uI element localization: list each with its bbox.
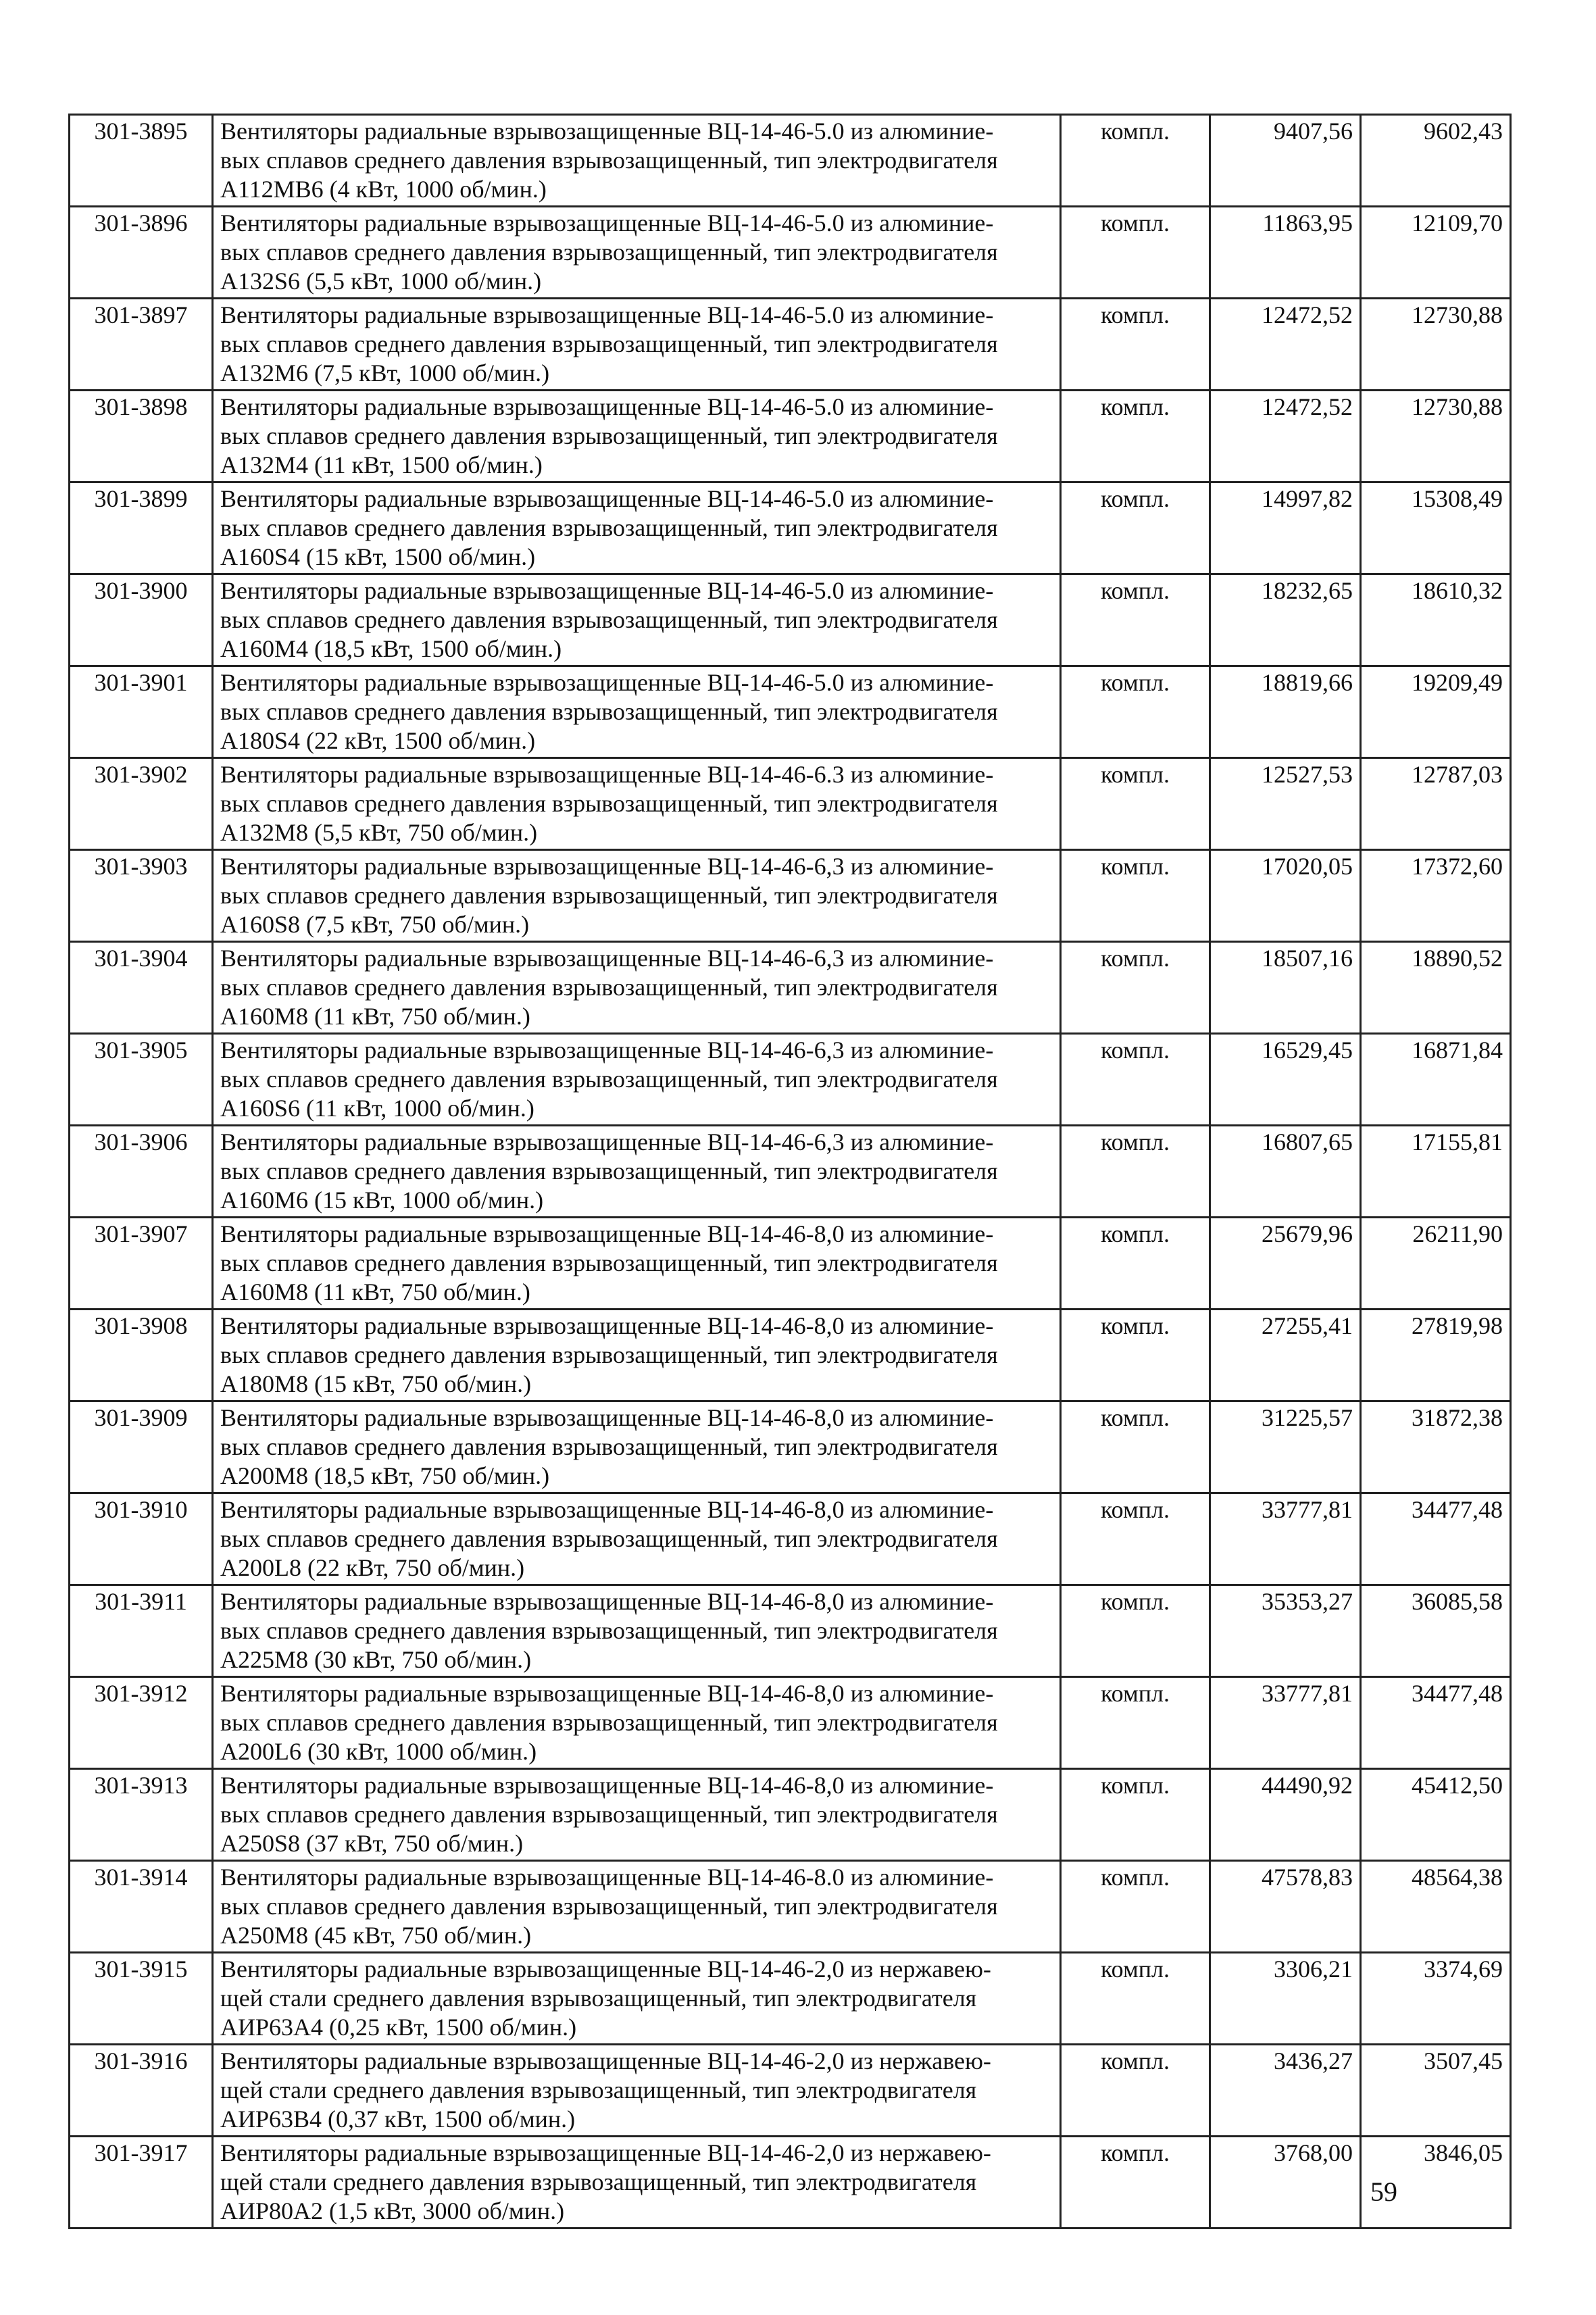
table-row [70, 1585, 1511, 1677]
item-description-line: вых сплавов среднего давления взрывозащищенный, тип электродвигателя [220, 606, 998, 633]
table-row [70, 1218, 1511, 1310]
item-description [213, 1126, 1061, 1218]
item-unit: компл. [1061, 666, 1210, 758]
item-price-1: 18819,66 [1210, 666, 1361, 758]
item-unit: компл. [1061, 207, 1210, 299]
item-price-1: 47578,83 [1210, 1861, 1361, 1953]
item-description-line: А132М8 (5,5 кВт, 750 об/мин.) [220, 819, 538, 846]
table-row [70, 2045, 1511, 2137]
item-description [213, 574, 1061, 666]
item-description-line: вых сплавов среднего давления взрывозащищенный, тип электродвигателя [220, 1801, 998, 1828]
item-description-line: вых сплавов среднего давления взрывозащищенный, тип электродвигателя [220, 422, 998, 449]
item-description-line: А132S6 (5,5 кВт, 1000 об/мин.) [220, 268, 542, 295]
item-description [213, 299, 1061, 391]
item-description-line: А160М6 (15 кВт, 1000 об/мин.) [220, 1187, 544, 1214]
item-description-line: А160S4 (15 кВт, 1500 об/мин.) [220, 543, 536, 570]
item-description-line: А160М8 (11 кВт, 750 об/мин.) [220, 1003, 530, 1030]
item-description-line: вых сплавов среднего давления взрывозащищенный, тип электродвигателя [220, 1341, 998, 1368]
item-description-line: вых сплавов среднего давления взрывозащищенный, тип электродвигателя [220, 1893, 998, 1920]
item-description [213, 942, 1061, 1034]
item-code: 301-3896 [70, 207, 213, 299]
item-price-1: 11863,95 [1210, 207, 1361, 299]
item-price-2: 3846,05 [1361, 2137, 1511, 2229]
item-description-line: А112МВ6 (4 кВт, 1000 об/мин.) [220, 176, 547, 203]
item-description [213, 1769, 1061, 1861]
item-unit: компл. [1061, 850, 1210, 942]
item-code: 301-3905 [70, 1034, 213, 1126]
table-body [70, 115, 1511, 2229]
item-description-line: А200L6 (30 кВт, 1000 об/мин.) [220, 1738, 537, 1765]
table-row [70, 1493, 1511, 1585]
item-description-line: вых сплавов среднего давления взрывозащищенный, тип электродвигателя [220, 974, 998, 1001]
item-unit: компл. [1061, 1493, 1210, 1585]
item-unit: компл. [1061, 299, 1210, 391]
item-price-1: 18507,16 [1210, 942, 1361, 1034]
item-description [213, 1034, 1061, 1126]
item-description-line: Вентиляторы радиальные взрывозащищенные ВЦ-14-46-6.3 из алюминие- [220, 761, 994, 788]
item-price-1: 12472,52 [1210, 391, 1361, 482]
item-price-1: 12472,52 [1210, 299, 1361, 391]
item-price-2: 36085,58 [1361, 1585, 1511, 1677]
item-description-line: Вентиляторы радиальные взрывозащищенные ВЦ-14-46-8,0 из алюминие- [220, 1404, 994, 1431]
table-row [70, 391, 1511, 482]
item-description-line: вых сплавов среднего давления взрывозащищенный, тип электродвигателя [220, 330, 998, 357]
item-description-line: А132М6 (7,5 кВт, 1000 об/мин.) [220, 359, 550, 387]
item-description-line: Вентиляторы радиальные взрывозащищенные ВЦ-14-46-8,0 из алюминие- [220, 1680, 994, 1707]
page-number: 59 [1370, 2176, 1397, 2207]
item-description-line: Вентиляторы радиальные взрывозащищенные ВЦ-14-46-5.0 из алюминие- [220, 118, 994, 145]
item-price-2: 34477,48 [1361, 1493, 1511, 1585]
item-description-line: Вентиляторы радиальные взрывозащищенные ВЦ-14-46-6,3 из алюминие- [220, 1037, 994, 1064]
item-description-line: Вентиляторы радиальные взрывозащищенные ВЦ-14-46-8,0 из алюминие- [220, 1496, 994, 1523]
item-code: 301-3895 [70, 115, 213, 207]
item-unit: компл. [1061, 1677, 1210, 1769]
item-price-2: 12730,88 [1361, 391, 1511, 482]
table-row [70, 850, 1511, 942]
item-description-line: Вентиляторы радиальные взрывозащищенные ВЦ-14-46-6,3 из алюминие- [220, 945, 994, 972]
table-row [70, 1953, 1511, 2045]
item-unit: компл. [1061, 1585, 1210, 1677]
item-description [213, 391, 1061, 482]
item-description [213, 2137, 1061, 2229]
table-row [70, 942, 1511, 1034]
item-description-line: А132М4 (11 кВт, 1500 об/мин.) [220, 451, 543, 478]
item-price-2: 3507,45 [1361, 2045, 1511, 2137]
item-description-line: А200М8 (18,5 кВт, 750 об/мин.) [220, 1462, 550, 1489]
item-unit: компл. [1061, 942, 1210, 1034]
item-price-1: 33777,81 [1210, 1677, 1361, 1769]
item-description-line: вых сплавов среднего давления взрывозащищенный, тип электродвигателя [220, 882, 998, 909]
item-description-line: вых сплавов среднего давления взрывозащищенный, тип электродвигателя [220, 698, 998, 725]
item-code: 301-3909 [70, 1401, 213, 1493]
item-description-line: Вентиляторы радиальные взрывозащищенные ВЦ-14-46-8,0 из алюминие- [220, 1220, 994, 1247]
item-price-2: 9602,43 [1361, 115, 1511, 207]
item-description-line: Вентиляторы радиальные взрывозащищенные ВЦ-14-46-2,0 из нержавею- [220, 2139, 991, 2166]
item-unit: компл. [1061, 1769, 1210, 1861]
item-unit: компл. [1061, 1953, 1210, 2045]
item-code: 301-3899 [70, 482, 213, 574]
item-price-1: 16529,45 [1210, 1034, 1361, 1126]
item-description-line: щей стали среднего давления взрывозащищенный, тип электродвигателя [220, 2168, 977, 2195]
item-code: 301-3906 [70, 1126, 213, 1218]
item-description-line: вых сплавов среднего давления взрывозащищенный, тип электродвигателя [220, 239, 998, 266]
item-code: 301-3915 [70, 1953, 213, 2045]
item-code: 301-3912 [70, 1677, 213, 1769]
item-code: 301-3908 [70, 1310, 213, 1401]
item-price-2: 18610,32 [1361, 574, 1511, 666]
item-description [213, 1585, 1061, 1677]
item-price-2: 12109,70 [1361, 207, 1511, 299]
item-description-line: щей стали среднего давления взрывозащищенный, тип электродвигателя [220, 2076, 977, 2104]
item-code: 301-3917 [70, 2137, 213, 2229]
item-description [213, 207, 1061, 299]
item-unit: компл. [1061, 482, 1210, 574]
item-description-line: Вентиляторы радиальные взрывозащищенные ВЦ-14-46-6,3 из алюминие- [220, 1128, 994, 1155]
table-row [70, 574, 1511, 666]
item-unit: компл. [1061, 574, 1210, 666]
item-price-2: 15308,49 [1361, 482, 1511, 574]
item-price-1: 33777,81 [1210, 1493, 1361, 1585]
table-row [70, 666, 1511, 758]
item-description-line: Вентиляторы радиальные взрывозащищенные ВЦ-14-46-2,0 из нержавею- [220, 1956, 991, 1983]
table-row [70, 1310, 1511, 1401]
item-price-2: 27819,98 [1361, 1310, 1511, 1401]
item-description [213, 758, 1061, 850]
table-row [70, 299, 1511, 391]
item-price-2: 26211,90 [1361, 1218, 1511, 1310]
table-row [70, 115, 1511, 207]
item-price-1: 27255,41 [1210, 1310, 1361, 1401]
item-description-line: вых сплавов среднего давления взрывозащищенный, тип электродвигателя [220, 1617, 998, 1644]
item-unit: компл. [1061, 1310, 1210, 1401]
item-description-line: А225М8 (30 кВт, 750 об/мин.) [220, 1646, 532, 1673]
item-description-line: Вентиляторы радиальные взрывозащищенные ВЦ-14-46-8,0 из алюминие- [220, 1588, 994, 1615]
item-description-line: А250М8 (45 кВт, 750 об/мин.) [220, 1922, 532, 1949]
item-unit: компл. [1061, 115, 1210, 207]
item-description-line: вых сплавов среднего давления взрывозащищенный, тип электродвигателя [220, 1066, 998, 1093]
item-description-line: А160S6 (11 кВт, 1000 об/мин.) [220, 1095, 534, 1122]
table-row [70, 1769, 1511, 1861]
item-description-line: Вентиляторы радиальные взрывозащищенные ВЦ-14-46-5.0 из алюминие- [220, 301, 994, 328]
item-description [213, 1953, 1061, 2045]
item-price-1: 18232,65 [1210, 574, 1361, 666]
item-unit: компл. [1061, 2137, 1210, 2229]
item-description [213, 1493, 1061, 1585]
item-price-1: 3306,21 [1210, 1953, 1361, 2045]
item-code: 301-3907 [70, 1218, 213, 1310]
table-row [70, 1401, 1511, 1493]
item-unit: компл. [1061, 391, 1210, 482]
table-row [70, 1126, 1511, 1218]
item-price-2: 31872,38 [1361, 1401, 1511, 1493]
item-code: 301-3900 [70, 574, 213, 666]
item-description-line: вых сплавов среднего давления взрывозащищенный, тип электродвигателя [220, 1249, 998, 1276]
item-price-2: 48564,38 [1361, 1861, 1511, 1953]
item-unit: компл. [1061, 1861, 1210, 1953]
item-description-line: Вентиляторы радиальные взрывозащищенные ВЦ-14-46-5.0 из алюминие- [220, 393, 994, 420]
item-price-1: 16807,65 [1210, 1126, 1361, 1218]
item-price-2: 12787,03 [1361, 758, 1511, 850]
item-price-1: 9407,56 [1210, 115, 1361, 207]
item-description-line: АИР63А4 (0,25 кВт, 1500 об/мин.) [220, 2014, 577, 2041]
item-description-line: вых сплавов среднего давления взрывозащищенный, тип электродвигателя [220, 790, 998, 817]
item-code: 301-3902 [70, 758, 213, 850]
item-description-line: вых сплавов среднего давления взрывозащищенный, тип электродвигателя [220, 147, 998, 174]
item-description-line: вых сплавов среднего давления взрывозащищенный, тип электродвигателя [220, 514, 998, 541]
item-code: 301-3914 [70, 1861, 213, 1953]
item-description-line: Вентиляторы радиальные взрывозащищенные ВЦ-14-46-6,3 из алюминие- [220, 853, 994, 880]
price-table [68, 114, 1512, 2229]
table-row [70, 207, 1511, 299]
item-code: 301-3916 [70, 2045, 213, 2137]
item-description [213, 1401, 1061, 1493]
item-price-2: 17372,60 [1361, 850, 1511, 942]
item-description [213, 115, 1061, 207]
item-description-line: АИР63В4 (0,37 кВт, 1500 об/мин.) [220, 2106, 576, 2133]
item-price-2: 19209,49 [1361, 666, 1511, 758]
item-description-line: Вентиляторы радиальные взрывозащищенные ВЦ-14-46-8,0 из алюминие- [220, 1772, 994, 1799]
item-description-line: вых сплавов среднего давления взрывозащищенный, тип электродвигателя [220, 1433, 998, 1460]
item-description-line: Вентиляторы радиальные взрывозащищенные ВЦ-14-46-2,0 из нержавею- [220, 2047, 991, 2074]
item-description-line: Вентиляторы радиальные взрывозащищенные ВЦ-14-46-8,0 из алюминие- [220, 1312, 994, 1339]
item-price-2: 3374,69 [1361, 1953, 1511, 2045]
table-row [70, 2137, 1511, 2229]
item-code: 301-3911 [70, 1585, 213, 1677]
item-description-line: А160М4 (18,5 кВт, 1500 об/мин.) [220, 635, 562, 662]
table-row [70, 1677, 1511, 1769]
item-price-2: 17155,81 [1361, 1126, 1511, 1218]
item-description-line: АИР80А2 (1,5 кВт, 3000 об/мин.) [220, 2197, 565, 2224]
item-description [213, 2045, 1061, 2137]
item-description-line: вых сплавов среднего давления взрывозащищенный, тип электродвигателя [220, 1709, 998, 1736]
item-code: 301-3904 [70, 942, 213, 1034]
item-code: 301-3903 [70, 850, 213, 942]
item-unit: компл. [1061, 758, 1210, 850]
item-description-line: А180S4 (22 кВт, 1500 об/мин.) [220, 727, 536, 754]
item-price-2: 16871,84 [1361, 1034, 1511, 1126]
item-code: 301-3901 [70, 666, 213, 758]
item-description-line: Вентиляторы радиальные взрывозащищенные ВЦ-14-46-5.0 из алюминие- [220, 209, 994, 237]
item-price-2: 45412,50 [1361, 1769, 1511, 1861]
item-description-line: А250S8 (37 кВт, 750 об/мин.) [220, 1830, 524, 1857]
item-description [213, 850, 1061, 942]
item-description-line: А200L8 (22 кВт, 750 об/мин.) [220, 1554, 525, 1581]
item-price-1: 14997,82 [1210, 482, 1361, 574]
item-price-2: 18890,52 [1361, 942, 1511, 1034]
item-unit: компл. [1061, 2045, 1210, 2137]
item-price-1: 12527,53 [1210, 758, 1361, 850]
item-price-1: 17020,05 [1210, 850, 1361, 942]
item-description-line: вых сплавов среднего давления взрывозащищенный, тип электродвигателя [220, 1158, 998, 1185]
item-code: 301-3898 [70, 391, 213, 482]
item-description-line: Вентиляторы радиальные взрывозащищенные ВЦ-14-46-8.0 из алюминие- [220, 1864, 994, 1891]
table-row [70, 482, 1511, 574]
item-price-1: 3768,00 [1210, 2137, 1361, 2229]
item-code: 301-3897 [70, 299, 213, 391]
item-description [213, 1310, 1061, 1401]
table-row [70, 758, 1511, 850]
item-description [213, 666, 1061, 758]
item-price-1: 35353,27 [1210, 1585, 1361, 1677]
item-description [213, 482, 1061, 574]
item-price-2: 12730,88 [1361, 299, 1511, 391]
item-price-1: 3436,27 [1210, 2045, 1361, 2137]
item-code: 301-3913 [70, 1769, 213, 1861]
item-unit: компл. [1061, 1218, 1210, 1310]
item-description [213, 1677, 1061, 1769]
item-unit: компл. [1061, 1401, 1210, 1493]
item-price-1: 31225,57 [1210, 1401, 1361, 1493]
item-price-2: 34477,48 [1361, 1677, 1511, 1769]
item-description-line: Вентиляторы радиальные взрывозащищенные ВЦ-14-46-5.0 из алюминие- [220, 669, 994, 696]
item-description-line: Вентиляторы радиальные взрывозащищенные ВЦ-14-46-5.0 из алюминие- [220, 577, 994, 604]
table-row [70, 1034, 1511, 1126]
item-unit: компл. [1061, 1034, 1210, 1126]
item-description-line: А160S8 (7,5 кВт, 750 об/мин.) [220, 911, 530, 938]
item-description-line: А180М8 (15 кВт, 750 об/мин.) [220, 1370, 532, 1397]
item-description-line: щей стали среднего давления взрывозащищенный, тип электродвигателя [220, 1985, 977, 2012]
item-description [213, 1861, 1061, 1953]
table-row [70, 1861, 1511, 1953]
item-description-line: вых сплавов среднего давления взрывозащищенный, тип электродвигателя [220, 1525, 998, 1552]
item-price-1: 44490,92 [1210, 1769, 1361, 1861]
item-description-line: Вентиляторы радиальные взрывозащищенные ВЦ-14-46-5.0 из алюминие- [220, 485, 994, 512]
item-unit: компл. [1061, 1126, 1210, 1218]
item-description [213, 1218, 1061, 1310]
item-description-line: А160М8 (11 кВт, 750 об/мин.) [220, 1278, 530, 1305]
item-code: 301-3910 [70, 1493, 213, 1585]
item-price-1: 25679,96 [1210, 1218, 1361, 1310]
